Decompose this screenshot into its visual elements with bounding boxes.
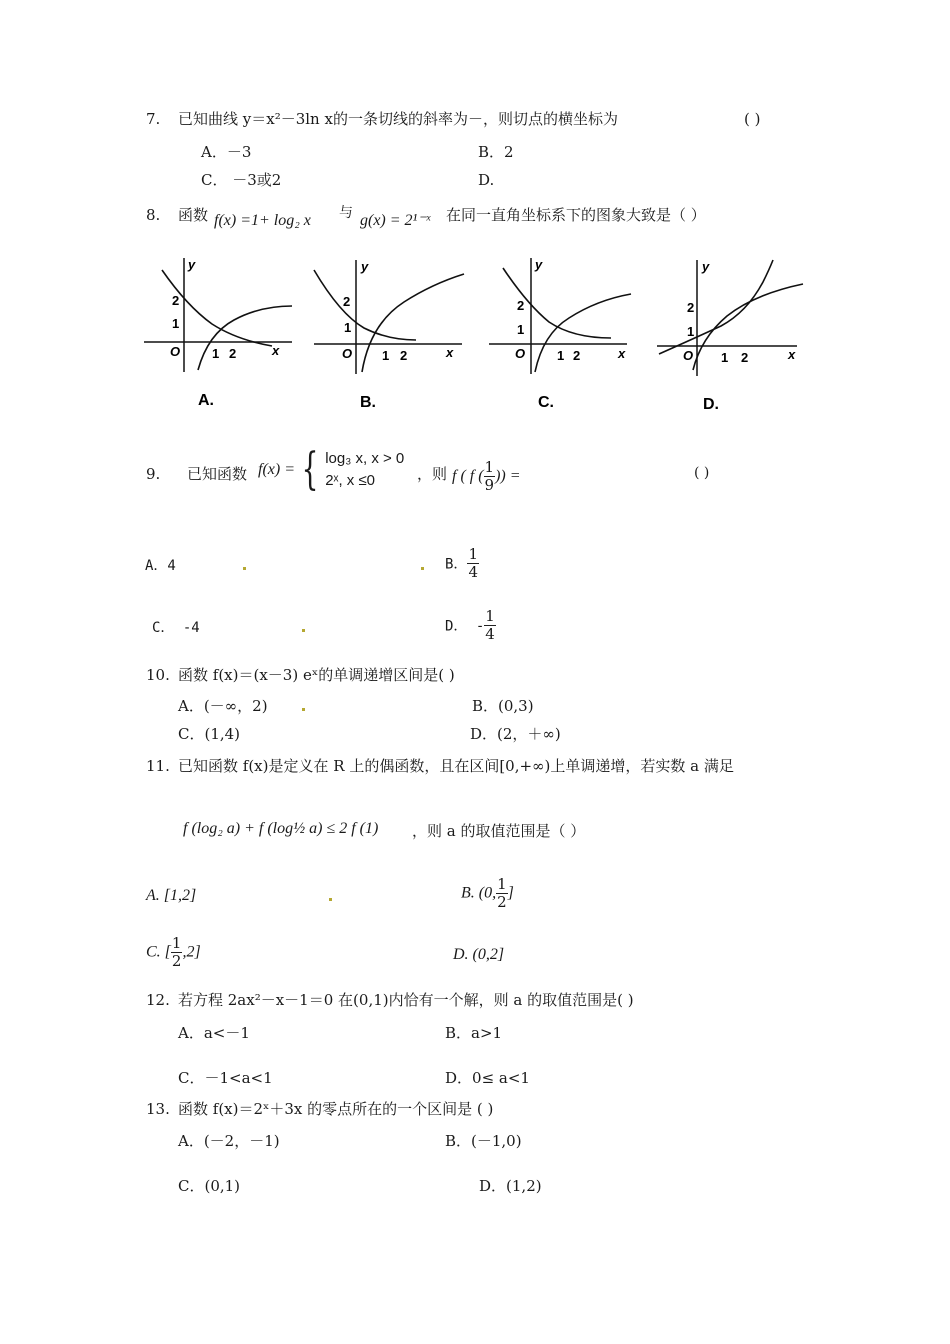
q12-option-b: B．a>1 — [445, 1024, 503, 1042]
q7-option-d: D. — [478, 171, 495, 189]
graph-label: D. — [703, 396, 719, 413]
q11-number: 11. — [146, 757, 170, 775]
marker-dot — [302, 708, 305, 711]
q11-option-c — [146, 935, 201, 970]
tick-1-x: 1 — [721, 350, 729, 365]
q9-query-fraction — [484, 459, 496, 494]
marker-dot — [302, 629, 305, 632]
q8-graph-a — [142, 254, 302, 418]
tick-1-x: 1 — [382, 348, 390, 363]
option-suffix: ] — [507, 884, 514, 902]
q10-option-b: B．(0,3) — [472, 697, 534, 715]
y-axis-label: y — [535, 257, 543, 272]
q8-g-expression: g(x) = 2¹⁻ˣ — [360, 212, 431, 229]
fraction-denominator: 2 — [497, 893, 507, 911]
exponential-curve — [659, 260, 773, 354]
option-suffix: ,2] — [182, 943, 201, 961]
tick-2-y: 2 — [687, 300, 695, 315]
q9-option-c: C． -4 — [152, 620, 200, 636]
q9-number: 9. — [146, 465, 161, 483]
q11-condition-suffix: ，则 a 的取值范围是（ ） — [412, 822, 586, 840]
q9-answer-paren: ( ) — [694, 465, 710, 481]
q10-stem: 函数 f(x)＝(x－3) eˣ的单调递增区间是( ) — [178, 666, 455, 684]
q7-option-a: A．－3 — [201, 143, 252, 161]
y-axis-label: y — [361, 259, 369, 274]
option-label: D． - — [445, 618, 485, 635]
origin-label: O — [170, 344, 181, 359]
y-axis-label: y — [702, 259, 710, 274]
decreasing-curve — [162, 270, 272, 346]
q8-f-expression: f(x) =1+ log₂ x — [214, 212, 311, 229]
tick-2-x: 2 — [741, 350, 749, 365]
marker-dot — [329, 898, 332, 901]
q9-brace: { — [301, 444, 319, 495]
q13-option-a: A．(－2，－1) — [178, 1132, 280, 1150]
q13-option-c: C．(0,1) — [178, 1177, 241, 1195]
origin-label: O — [342, 346, 353, 361]
option-prefix: C. [ — [146, 943, 171, 961]
q9-case-2: 2ˣ, x ≤0 — [325, 472, 376, 489]
q8-graph-d — [655, 254, 815, 418]
q7-answer-paren: ( ) — [744, 110, 761, 128]
origin-label: O — [683, 348, 694, 363]
tick-2-y: 2 — [343, 294, 351, 309]
q9-query-suffix: )) = — [495, 467, 521, 485]
option-prefix: B. (0, — [461, 884, 497, 902]
q13-stem: 函数 f(x)＝2ˣ＋3x 的零点所在的一个区间是 ( ) — [178, 1100, 494, 1118]
q8-graph-c — [487, 254, 647, 418]
y-axis-label: y — [188, 257, 196, 272]
fraction-numerator: 1 — [468, 545, 478, 563]
q8-number: 8. — [146, 206, 161, 224]
q9-stem-prefix: 已知函数 — [187, 465, 248, 483]
q11-option-c-fraction — [171, 935, 183, 970]
q10-option-a: A．(－∞，2) — [178, 697, 268, 715]
q12-number: 12. — [146, 991, 170, 1009]
q7-option-b: B．2 — [478, 143, 514, 161]
q9-option-d — [445, 608, 496, 643]
q13-option-b: B．(－1,0) — [445, 1132, 522, 1150]
tick-1-y: 1 — [172, 316, 180, 331]
tick-2-x: 2 — [400, 348, 408, 363]
fraction-denominator: 2 — [171, 952, 182, 970]
tick-2-x: 2 — [229, 346, 237, 361]
tick-1-x: 1 — [212, 346, 220, 361]
q13-number: 13. — [146, 1100, 170, 1118]
q9-case-1: log₃ x, x > 0 — [325, 450, 405, 467]
q7-option-c: C． －3或2 — [201, 171, 282, 189]
q12-stem: 若方程 2ax²－x－1＝0 在(0,1)内恰有一个解，则 a 的取值范围是( ) — [178, 991, 634, 1009]
tick-2-y: 2 — [172, 293, 180, 308]
tick-1-x: 1 — [557, 348, 565, 363]
fraction-denominator: 4 — [485, 625, 495, 643]
x-axis-label: x — [618, 346, 626, 361]
q8-graph-b — [312, 254, 472, 418]
q13-option-d: D．(1,2) — [479, 1177, 542, 1195]
graph-label: B. — [360, 394, 376, 411]
q11-option-b-fraction — [496, 876, 508, 911]
q7-stem: 已知曲线 y＝x²－3ln x的一条切线的斜率为－，则切点的横坐标为 — [178, 110, 618, 128]
q12-option-d: D．0≤ a<1 — [445, 1069, 530, 1087]
q12-option-a: A．a<－1 — [178, 1024, 250, 1042]
fraction-numerator: 1 — [484, 458, 495, 476]
q11-condition: f (log₂ a) + f (log½ a) ≤ 2 f (1) — [183, 820, 379, 837]
q8-connector: 与 — [339, 205, 353, 221]
q8-stem-prefix: 函数 — [178, 206, 209, 224]
tick-1-y: 1 — [687, 324, 695, 339]
fraction-numerator: 1 — [497, 875, 507, 893]
marker-dot — [243, 567, 246, 570]
q10-number: 10. — [146, 666, 170, 684]
q9-option-d-fraction — [484, 608, 496, 643]
q9-mid: ，则 — [417, 465, 448, 483]
graph-label: A. — [198, 392, 214, 409]
q10-option-d: D．(2，＋∞) — [470, 725, 561, 743]
q11-option-d: D. (0,2] — [453, 946, 505, 963]
q8-stem-suffix: 在同一直角坐标系下的图象大致是（ ） — [446, 206, 706, 224]
q9-option-b-fraction — [467, 546, 479, 581]
origin-label: O — [515, 346, 526, 361]
q9-cases — [325, 448, 404, 492]
q9-query-prefix: f ( f ( — [452, 467, 484, 485]
tick-2-y: 2 — [517, 298, 525, 313]
tick-1-y: 1 — [344, 320, 352, 335]
increasing-curve — [535, 294, 631, 372]
tick-2-x: 2 — [573, 348, 581, 363]
q7-number: 7. — [146, 110, 161, 128]
fraction-numerator: 1 — [171, 934, 182, 952]
q9-query — [452, 459, 521, 494]
tick-1-y: 1 — [517, 322, 525, 337]
q12-option-c: C．－1<a<1 — [178, 1069, 273, 1087]
fraction-numerator: 1 — [485, 607, 495, 625]
q9-piecewise — [258, 444, 405, 495]
marker-dot — [421, 567, 424, 570]
x-axis-label: x — [272, 343, 280, 358]
fraction-denominator: 4 — [468, 563, 478, 581]
q9-option-a: A．4 — [145, 558, 176, 574]
q9-lhs: f(x) = — [258, 461, 295, 478]
fraction-denominator: 9 — [484, 476, 495, 494]
option-label: B． — [445, 556, 468, 573]
x-axis-label: x — [446, 345, 454, 360]
x-axis-label: x — [788, 347, 796, 362]
graph-label: C. — [538, 394, 554, 411]
q11-stem: 已知函数 f(x)是定义在 R 上的偶函数，且在区间[0,+∞)上单调递增，若实数 a 满足 — [178, 757, 734, 775]
q9-option-b — [445, 546, 479, 581]
q11-option-b — [461, 876, 514, 911]
q10-option-c: C．(1,4) — [178, 725, 241, 743]
q11-option-a: A. [1,2] — [146, 887, 197, 904]
